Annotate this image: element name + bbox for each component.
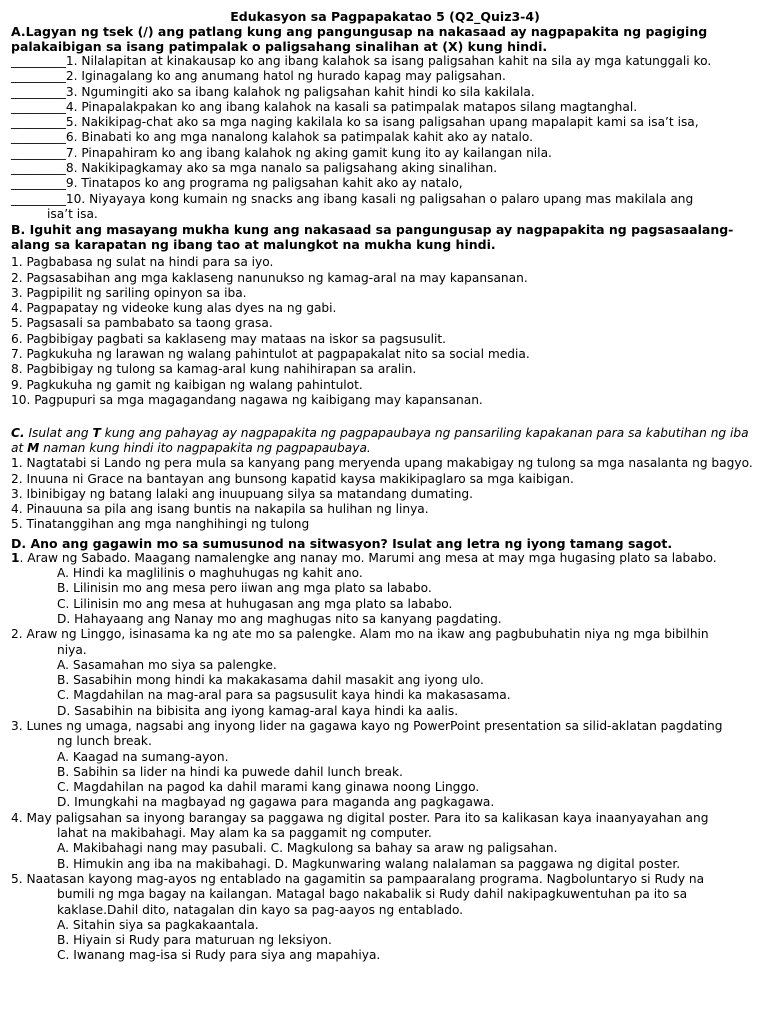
question-2 bbox=[11, 627, 759, 719]
list-item: 10. Pagpupuri sa mga magagandang nagawa ng kaibigang may kapansanan. bbox=[11, 392, 483, 407]
answer-option: B. Lilinisin mo ang mesa pero iiwan ang mga plato sa lababo. bbox=[57, 581, 432, 596]
section-c-instruction-part: kung ang pahayag ay nagpapakita ng pagpapaubaya ng pansariling kapakanan para sa kabutihan ng iba at bbox=[11, 426, 749, 456]
list-item: 7. Pagkukuha ng larawan ng walang pahintulot at pagpapakalat nito sa social media. bbox=[11, 347, 530, 362]
question-3 bbox=[11, 719, 759, 811]
section-a-heading: A.Lagyan ng tsek (/) ang patlang kung ang pangungusap na nakasaad ay nagpapakita ng pagiging palakaibigan sa isang patimpalak o paligsahang sinalihan at (X) kung hindi. bbox=[11, 24, 708, 54]
answer-option: C. Magdahilan na pagod ka dahil marami kang ginawa noong Linggo. bbox=[57, 780, 480, 795]
section-d-heading: D. Ano ang gagawin mo sa sumusunod na sitwasyon? Isulat ang letra ng iyong tamang sagot. bbox=[11, 535, 673, 551]
question-1 bbox=[11, 551, 759, 627]
answer-option: D. Hahayaang ang Nanay mo ang maghugas nito sa kanyang pagdating. bbox=[57, 611, 502, 626]
list-item-continuation: isa’t isa. bbox=[47, 206, 98, 221]
page-title: Edukasyon sa Pagpapakatao 5 (Q2_Quiz3-4) bbox=[230, 9, 540, 24]
question-text-continuation: niya. bbox=[57, 642, 87, 657]
list-item: _________4. Pinapalakpakan ko ang ibang kalahok na kasali sa patimpalak matapos silang magtanghal. bbox=[11, 99, 638, 114]
section-b-heading: B. Iguhit ang masayang mukha kung ang nakasaad sa pangungusap ay nagpapakita ng pagsasaalang-alang sa karapatan ng ibang tao at malungkot na mukha kung hindi. bbox=[11, 222, 734, 253]
section-c-heading bbox=[11, 426, 759, 456]
section-c-letter: C. bbox=[11, 426, 25, 441]
list-item: 1. Pagbabasa ng sulat na hindi para sa iyo. bbox=[11, 255, 274, 270]
list-item: _________9. Tinatapos ko ang programa ng paligsahan kahit ako ay natalo, bbox=[11, 176, 463, 191]
section-c-instruction-part: naman kung hindi ito nagpapakita ng pagpapaubaya. bbox=[39, 441, 371, 456]
list-item: 5. Pagsasali sa pambabato sa taong grasa. bbox=[11, 316, 273, 331]
answer-option: B. Sasabihin mong hindi ka makakasama dahil masakit ang iyong ulo. bbox=[57, 673, 484, 688]
list-item: 2. Inuuna ni Grace na bantayan ang bunsong kapatid kaysa makikipaglaro sa mga kaibigan. bbox=[11, 471, 574, 486]
answer-option: A. Hindi ka maglilinis o maghuhugas ng kahit ano. bbox=[57, 566, 363, 581]
worksheet bbox=[11, 9, 759, 964]
list-item: 4. Pinauuna sa pila ang isang buntis na nakapila sa hulihan ng linya. bbox=[11, 502, 429, 517]
list-item: 5. Tinatanggihan ang mga nanghihingi ng tulong bbox=[11, 517, 310, 532]
section-c-instruction-part: Isulat ang bbox=[24, 426, 93, 441]
list-item: 3. Pagpipilit ng sariling opinyon sa iba. bbox=[11, 285, 247, 300]
answer-option: A. Kaagad na sumang-ayon. bbox=[57, 749, 229, 764]
answer-option: B. Hiyain si Rudy para maturuan ng leksiyon. bbox=[57, 933, 332, 948]
answer-option: C. Magdahilan na mag-aral para sa pagsusulit kaya hindi ka makasasama. bbox=[57, 688, 511, 703]
question-text-continuation: bumili ng mga bagay na kailangan. Matagal bago nakabalik si Rudy dahil nakipagkuwentuhan pa ito sa kaklase.Dahil dito, natagalan din kayo sa pag-aayos ng entablado. bbox=[57, 887, 688, 917]
answer-option-row: A. Makibahagi nang may pasubali. C. Magkulong sa bahay sa araw ng paligsahan. bbox=[57, 841, 558, 856]
list-item: _________3. Ngumingiti ako sa ibang kalahok ng paligsahan kahit hindi ko sila kakilala. bbox=[11, 84, 535, 99]
list-item: 2. Pagsasabihan ang mga kaklaseng nanunukso ng kamag-aral na may kapansanan. bbox=[11, 270, 528, 285]
question-text bbox=[11, 551, 759, 566]
answer-option: C. Iwanang mag-isa si Rudy para siya ang mapahiya. bbox=[57, 948, 381, 963]
question-text-continuation: ng lunch break. bbox=[57, 734, 152, 749]
question-text: 4. May paligsahan sa inyong barangay sa paggawa ng digital poster. Para ito sa kalikasan kaya inaanyayahan ang bbox=[11, 810, 709, 825]
section-c-t-letter: T bbox=[92, 426, 101, 441]
list-item: _________7. Pinapahiram ko ang ibang kalahok ng aking gamit kung ito ay kailangan nila. bbox=[11, 145, 552, 160]
question-number: 1 bbox=[11, 550, 20, 565]
list-item: 8. Pagbibigay ng tulong sa kamag-aral kung nahihirapan sa aralin. bbox=[11, 362, 417, 377]
list-item: _________6. Binabati ko ang mga nanalong kalahok sa patimpalak kahit ako ay natalo. bbox=[11, 130, 533, 145]
section-b-items bbox=[11, 255, 759, 408]
list-item: 6. Pagbibigay pagbati sa kaklaseng may mataas na iskor sa pagsusulit. bbox=[11, 331, 447, 346]
section-a-items bbox=[11, 54, 759, 222]
section-c-items bbox=[11, 456, 759, 532]
answer-option: B. Sabihin sa lider na hindi ka puwede dahil lunch break. bbox=[57, 764, 403, 779]
answer-option-row: B. Himukin ang iba na makibahagi. D. Magkunwaring walang nalalaman sa paggawa ng digital poster. bbox=[57, 856, 681, 871]
list-item: 1. Nagtatabi si Lando ng pera mula sa kanyang pang meryenda upang makabigay ng tulong sa mga nasalanta ng bagyo. bbox=[11, 456, 753, 471]
list-item: 4. Pagpapatay ng videoke kung alas dyes na ng gabi. bbox=[11, 301, 337, 316]
question-text-continuation: lahat na makibahagi. May alam ka sa paggamit ng computer. bbox=[57, 826, 432, 841]
question-text: 3. Lunes ng umaga, nagsabi ang inyong lider na gagawa kayo ng PowerPoint presentation sa silid-aklatan pagdating bbox=[11, 718, 723, 733]
section-c-m-letter: M bbox=[27, 441, 40, 456]
answer-option: D. Sasabihin na bibisita ang iyong kamag-aral kaya hindi ka aalis. bbox=[57, 703, 459, 718]
list-item: _________1. Nilalapitan at kinakausap ko ang ibang kalahok sa isang paligsahan kahit na sila ay mga katunggali ko. bbox=[11, 54, 712, 68]
question-5 bbox=[11, 872, 759, 964]
list-item: _________8. Nakikipagkamay ako sa mga nanalo sa paligsahang aking sinalihan. bbox=[11, 161, 498, 176]
list-item: 9. Pagkukuha ng gamit ng kaibigan ng walang pahintulot. bbox=[11, 377, 363, 392]
answer-option: C. Lilinisin mo ang mesa at huhugasan ang mga plato sa lababo. bbox=[57, 596, 453, 611]
question-4 bbox=[11, 811, 759, 872]
question-body: . Araw ng Sabado. Maagang namalengke ang nanay mo. Marumi ang mesa at may mga hugasing plato sa lababo. bbox=[19, 550, 717, 565]
answer-option: D. Imungkahi na magbayad ng gagawa para maganda ang pagkagawa. bbox=[57, 795, 495, 810]
list-item: _________2. Iginagalang ko ang anumang hatol ng hurado kapag may paligsahan. bbox=[11, 69, 506, 84]
list-item: _________5. Nakikipag-chat ako sa mga naging kakilala ko sa isang paligsahan upang mapalapit kami sa isa’t isa, bbox=[11, 115, 699, 130]
question-text: 2. Araw ng Linggo, isinasama ka ng ate mo sa palengke. Alam mo na ikaw ang pagbubuhatin niya ng mga bibilhin bbox=[11, 627, 709, 642]
answer-option: A. Sasamahan mo siya sa palengke. bbox=[57, 657, 277, 672]
list-item: _________10. Niyayaya kong kumain ng snacks ang ibang kasali ng paligsahan o palaro upang mas makilala ang bbox=[11, 191, 694, 206]
list-item: 3. Ibinibigay ng batang lalaki ang inuupuang silya sa matandang dumating. bbox=[11, 486, 474, 501]
answer-option: A. Sitahin siya sa pagkakaantala. bbox=[57, 917, 259, 932]
question-text: 5. Naatasan kayong mag-ayos ng entablado na gagamitin sa pampaaralang programa. Nagboluntaryo si Rudy na bbox=[11, 871, 705, 886]
